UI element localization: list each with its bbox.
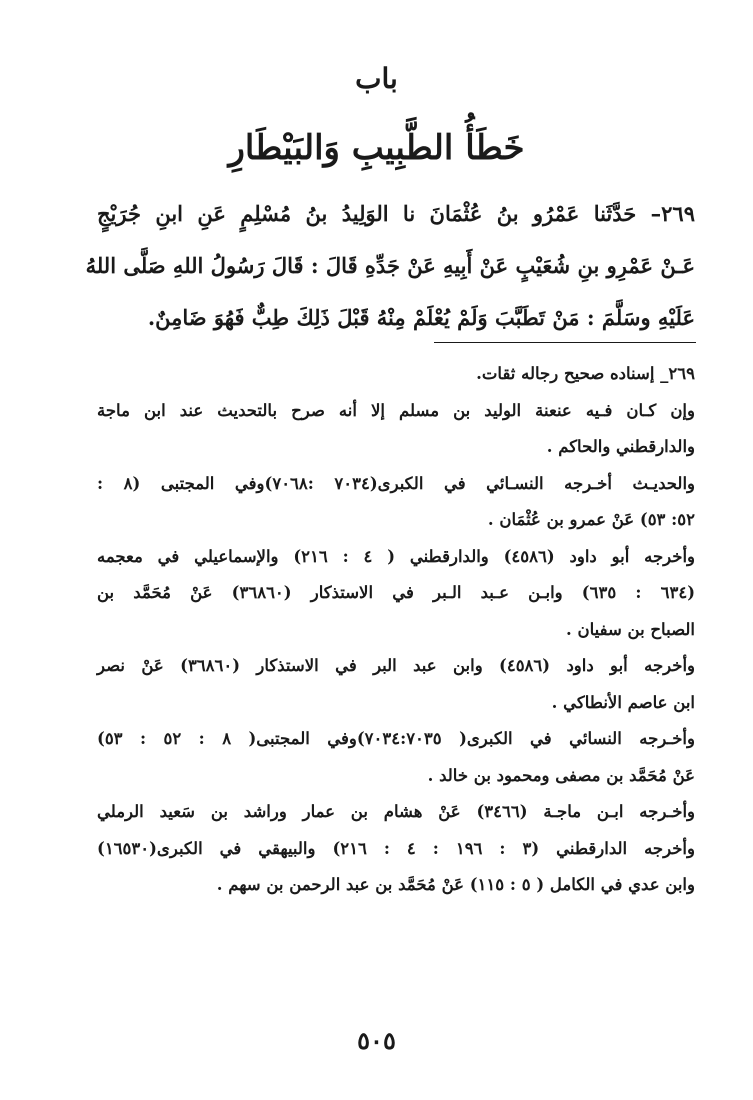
hadith-text xyxy=(85,188,695,344)
footnote-line: عَنْ مُحَمَّد بن مصفى ومحمود بن خالد . xyxy=(427,765,695,785)
footnote-line: وأخرجه أبو داود (٤٥٨٦) وابن عبد البر في الاستذكار (٣٦٨٦٠) عَنْ نصر xyxy=(97,656,695,675)
footnote-line: ٥٢: ٥٣) عَنْ عمرو بن عُثْمَان . xyxy=(487,510,695,529)
footnote-line: وأخـرجه النسائي في الكبرى( ٧٠٣٤:٧٠٣٥)وفي المجتبى( ٨ : ٥٢ : ٥٣) xyxy=(97,729,695,748)
footnote-line: الصباح بن سفيان . xyxy=(565,619,695,639)
footnote-line: وأخـرجه ابـن ماجـة (٣٤٦٦) عَنْ هشام بن عمار وراشد بن سَعيد الرملي xyxy=(97,802,696,821)
footnotes xyxy=(97,356,695,904)
page-number: ٥٠٥ xyxy=(357,1026,396,1055)
footnote-line: والدارقطني والحاكم . xyxy=(546,437,695,456)
footnote-line: والحديـث أخـرجه النسـائي في الكبرى(٧٠٣٤ :٧٠٦٨)وفي المجتبى (٨ : xyxy=(97,473,695,493)
footnote-line: ٢٦٩_ إسناده صحيح رجاله ثقات. xyxy=(476,364,695,383)
hadith-line: ٢٦٩– حَدَّثَنا عَمْرُو بنُ عُثْمَانَ نا الوَلِيدُ بنُ مُسْلِمٍ عَنِ ابنِ جُرَيْجٍ xyxy=(97,201,695,226)
footnote-line: (٦٣٤ : ٦٣٥) وابـن عـبد الـبر في الاستذكار (٣٦٨٦٠) عَنْ مُحَمَّد بن xyxy=(97,583,695,602)
footnote-line: ابن عاصم الأنطاكي . xyxy=(551,692,695,712)
footnote-line: وأخرجه الدارقطني (٣ : ١٩٦ : ٤ : ٢١٦) والبيهقي في الكبرى(١٦٥٣٠) xyxy=(97,838,695,858)
footnote-divider xyxy=(434,342,696,343)
footnote-line: وابن عدي في الكامل ( ٥ : ١١٥) عَنْ مُحَمَّد بن عبد الرحمن بن سهم . xyxy=(216,875,695,894)
chapter-label: باب xyxy=(355,62,398,95)
footnote-line: وأخرجه أبو داود (٤٥٨٦) والدارقطني ( ٤ : ٢١٦) والإسماعيلي في معجمه xyxy=(97,546,696,566)
chapter-title: خَطَأُ الطَّبِيبِ وَالبَيْطَارِ xyxy=(228,128,525,168)
hadith-line: عَـنْ عَمْرِو بنِ شُعَيْبٍ عَنْ أَبِيهِ عَنْ جَدِّهِ قَالَ : قَالَ رَسُولُ اللهِ صَلَّى اللهُ xyxy=(85,253,695,278)
footnote-line: وإن كـان فـيه عنعنة الوليد بن مسلم إلا أنه صرح بالتحديث عند ابن ماجة xyxy=(97,400,695,420)
hadith-line: عَلَيْهِ وسَلَّمَ : مَنْ تَطَبَّبَ وَلَمْ يُعْلَمْ مِنْهُ قَبْلَ ذَلِكَ طِبٌّ فَهُوَ ضَامِنٌ. xyxy=(147,305,695,330)
